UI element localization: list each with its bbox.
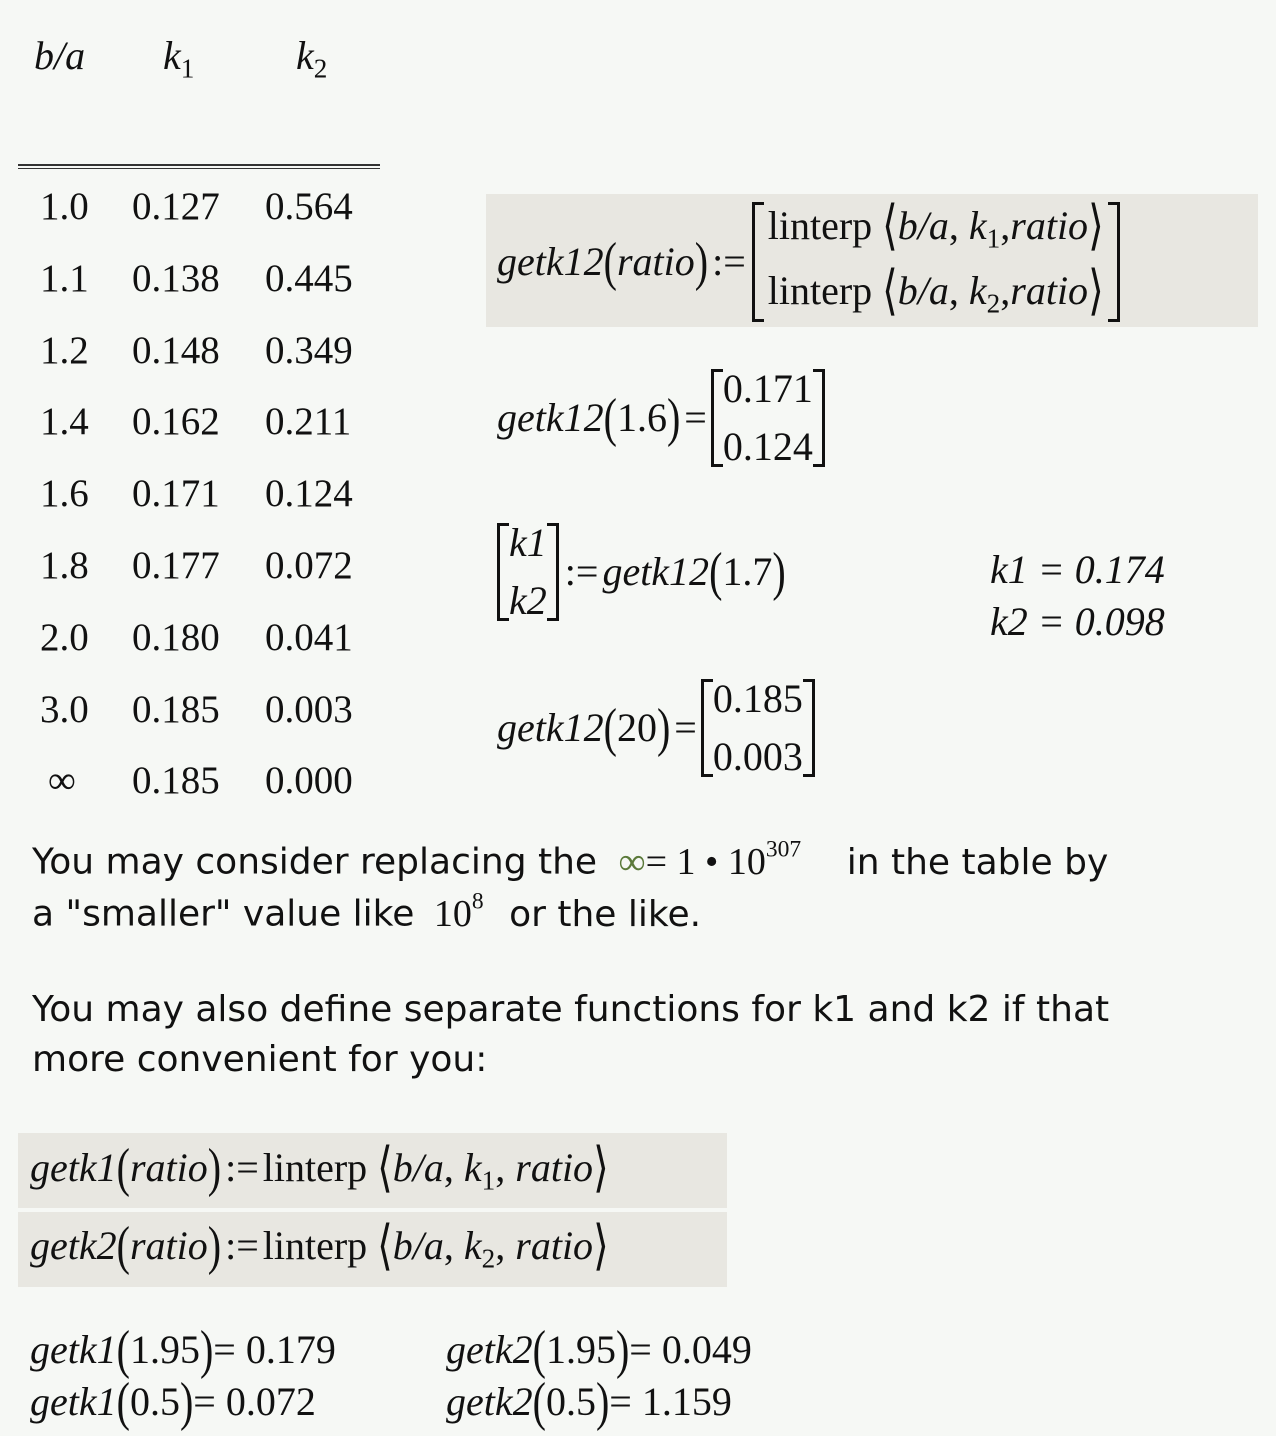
header-ba: b/a — [34, 33, 86, 78]
table-cell: 0.177 — [132, 544, 220, 587]
table-cell: 0.072 — [265, 544, 353, 587]
table-cell: 0.445 — [265, 256, 353, 300]
note-line-4[interactable]: more convenient for you: — [32, 1039, 488, 1080]
table-cell: 0.124 — [265, 472, 353, 516]
header-k1: $k_1$ — [163, 33, 195, 84]
table-cell: 0.180 — [132, 615, 220, 659]
header-k2: $k_2$ — [296, 33, 328, 84]
getk12-vector — [752, 194, 1120, 322]
table-cell: 1.8 — [40, 544, 89, 587]
table-cell: 0.000 — [265, 759, 353, 803]
power-expression: $10^8$ — [433, 888, 484, 935]
note-line-2[interactable]: a "smaller" value like $10^8$ or the like. — [32, 888, 702, 935]
note-line-1[interactable]: You may consider replacing the ∞= 1 • $10^{307}$ in the table by — [32, 836, 1109, 883]
table-cell: 0.138 — [132, 256, 220, 300]
assign-k1-k2[interactable]: k1 k2 := getk12 ( 1.7 ) — [497, 522, 786, 622]
table-cell: 2.0 — [40, 615, 89, 659]
table-cell: 0.185 — [132, 759, 220, 803]
table-cell: 0.211 — [265, 400, 352, 444]
table-cell: 3.0 — [40, 687, 89, 731]
infinity-expression: ∞= 1 • $10^{307}$ — [618, 836, 802, 883]
result-vector: 0.171 0.124 — [711, 369, 825, 467]
eval-getk12-1.6[interactable]: getk12 ( 1.6 ) = 0.171 0.124 — [497, 368, 825, 468]
table-cell: 0.003 — [265, 687, 353, 731]
k1-result[interactable]: k1 = 0.174 — [990, 547, 1165, 592]
linterp-k1-row: linterp ⟨b/a, $k_1,ratio⟩$ — [767, 194, 1104, 256]
result-vector: 0.185 0.003 — [701, 679, 815, 777]
getk1-1.95-result[interactable]: getk1(1.95)= 0.179 — [30, 1318, 336, 1380]
getk2-1.95-result[interactable]: getk2(1.95)= 0.049 — [446, 1318, 752, 1380]
table-cell: 1.1 — [40, 256, 89, 300]
linterp-k2-row: linterp ⟨b/a, $k_2,ratio⟩$ — [767, 260, 1104, 321]
table-cell: 1.4 — [40, 400, 89, 444]
getk1-definition[interactable]: getk1(ratio) := linterp ⟨b/a, $k_1$, ratio⟩ — [30, 1136, 609, 1198]
table-cell: 0.162 — [132, 400, 220, 444]
table-cell: 0.041 — [265, 615, 353, 659]
table-cell: 0.148 — [132, 328, 220, 372]
table-cell: 0.349 — [265, 328, 353, 372]
table-header-rule — [18, 164, 380, 169]
getk12-definition[interactable]: getk12 ( ratio ) := linterp ⟨b/a, $k_1,ratio⟩$ linterp ⟨b/a, $k_2,ratio⟩$ — [497, 206, 1120, 318]
table-cell: ∞ — [48, 759, 76, 803]
getk2-definition[interactable]: getk2(ratio) := linterp ⟨b/a, $k_2$, ratio⟩ — [30, 1214, 609, 1276]
getk2-0.5-result[interactable]: getk2(0.5)= 1.159 — [446, 1370, 732, 1432]
table-cell: 1.2 — [40, 328, 89, 372]
k-vector: k1 k2 — [497, 523, 559, 621]
getk1-0.5-result[interactable]: getk1(0.5)= 0.072 — [30, 1370, 316, 1432]
table-cell: 1.0 — [40, 185, 89, 228]
table-cell: 0.185 — [132, 687, 220, 731]
table-cell: 0.171 — [132, 472, 220, 516]
eval-getk12-20[interactable]: getk12 ( 20 ) = 0.185 0.003 — [497, 678, 815, 778]
k2-result[interactable]: k2 = 0.098 — [990, 599, 1165, 644]
note-line-3[interactable]: You may also define separate functions for k1 and k2 if that — [32, 989, 1110, 1030]
table-cell: 0.564 — [265, 185, 353, 228]
table-cell: 1.6 — [40, 472, 89, 516]
table-cell: 0.127 — [132, 185, 220, 228]
